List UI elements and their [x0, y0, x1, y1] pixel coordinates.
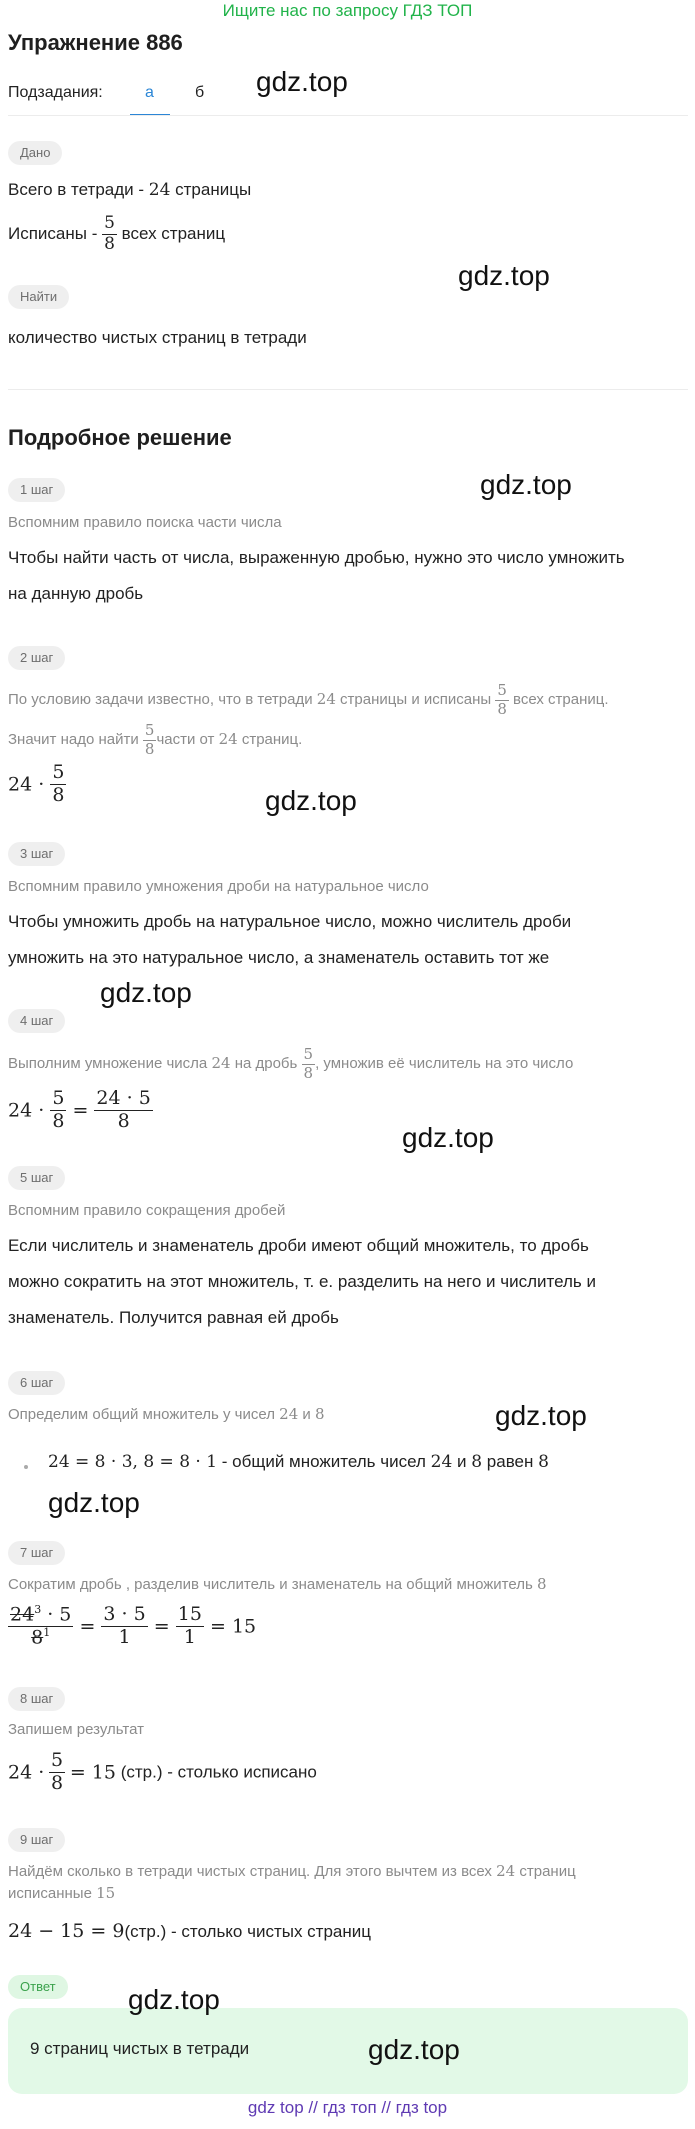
step-8-badge: 8 шаг	[8, 1687, 65, 1711]
divider	[8, 115, 688, 116]
find-badge: Найти	[8, 285, 69, 309]
watermark: gdz.top	[265, 785, 357, 816]
answer-badge: Ответ	[8, 1975, 68, 1999]
step-9-expression: 24 − 15 = 9(стр.) - столько чистых страниц	[8, 1920, 372, 1942]
step-2-expression: 24 · $\frac{5}{8}$	[8, 761, 65, 806]
step-4-badge: 4 шаг	[8, 1009, 65, 1033]
step-1-badge: 1 шаг	[8, 478, 65, 502]
step-2-badge: 2 шаг	[8, 646, 65, 670]
step-6-expression: 24 = 8 · 3, 8 = 8 · 1 - общий множитель чисел 24 и 8 равен 8	[48, 1452, 549, 1472]
given-line-2: Исписаны - $\frac{5}{8}$ всех страниц	[8, 213, 226, 254]
watermark: gdz.top	[100, 977, 192, 1008]
watermark: gdz.top	[402, 1122, 494, 1153]
tab-b[interactable]: б	[195, 84, 205, 101]
step-5-hint: Вспомним правило сокращения дробей	[8, 1202, 286, 1219]
step-5-line-2: можно сократить на этот множитель, т. е. разделить на него и числитель и	[8, 1272, 596, 1291]
step-3-badge: 3 шаг	[8, 842, 65, 866]
step-4-line: Выполним умножение числа 24 на дробь $\frac{5}{8}$ , умножив её числитель на это число	[8, 1045, 574, 1082]
given-line-1: Всего в тетради - 24 страницы	[8, 180, 252, 200]
fraction: $\frac{5}{8}$	[104, 213, 115, 254]
solution-title: Подробное решение	[8, 425, 232, 450]
watermark: gdz.top	[128, 1984, 220, 2015]
step-8-expression: 24 · $\frac{5}{8}$ = 15 (стр.) - столько исписано	[8, 1749, 317, 1794]
answer-text: 9 страниц чистых в тетради	[30, 2039, 250, 2058]
subtasks-label: Подзадания:	[8, 84, 103, 101]
step-3-line-1: Чтобы умножить дробь на натуральное число, можно числитель дроби	[8, 912, 572, 931]
find-text: количество чистых страниц в тетради	[8, 328, 307, 347]
watermark: gdz.top	[480, 469, 572, 500]
step-1-hint: Вспомним правило поиска части числа	[8, 514, 282, 531]
step-6-hint: Определим общий множитель у чисел 24 и 8	[8, 1405, 325, 1423]
step-5-line-3: знаменатель. Получится равная ей дробь	[8, 1308, 339, 1327]
step-9-badge: 9 шаг	[8, 1828, 65, 1852]
step-2-line-1: По условию задачи известно, что в тетради 24 страницы и исписаны $\frac{5}{8}$ всех страниц.	[8, 681, 609, 718]
step-4-expression: 24 · $\frac{5}{8}$ = $\frac{24 \cdot 5}{8}$	[8, 1087, 151, 1132]
step-7-hint: Сократим дробь , разделив числитель и знаменатель на общий множитель 8	[8, 1575, 547, 1593]
bullet	[24, 1465, 28, 1469]
footer-links[interactable]: gdz top // гдз топ // гдз top	[247, 2098, 448, 2117]
step-1-line-1: Чтобы найти часть от числа, выраженную дробью, нужно это число умножить	[8, 548, 625, 567]
step-2-line-2: Значит надо найти $\frac{5}{8}$ части от 24 страниц.	[8, 721, 303, 758]
tab-a[interactable]: а	[145, 84, 154, 101]
step-8-hint: Запишем результат	[8, 1721, 144, 1738]
step-3-line-2: умножить на это натуральное число, а знаменатель оставить тот же	[8, 948, 550, 967]
step-9-line-2: исписанные 15	[8, 1884, 116, 1902]
step-7-expression: $\frac{24^3 \cdot 5}{8^1}$ = $\frac{3 \cdot 5}{1}$ = $\frac{15}{1}$ = 15	[10, 1603, 257, 1649]
step-9-line-1: Найдём сколько в тетради чистых страниц. Для этого вычтем из всех 24 страниц	[8, 1862, 576, 1880]
watermark: gdz.top	[495, 1400, 587, 1431]
watermark: gdz.top	[458, 260, 550, 291]
step-5-badge: 5 шаг	[8, 1166, 65, 1190]
top-banner[interactable]: Ищите нас по запросу ГДЗ ТОП	[222, 1, 473, 20]
step-5-line-1: Если числитель и знаменатель дроби имеют общий множитель, то дробь	[8, 1236, 589, 1255]
step-6-badge: 6 шаг	[8, 1371, 65, 1395]
step-1-line-2: на данную дробь	[8, 584, 144, 603]
divider	[8, 389, 688, 390]
page-title: Упражнение 886	[8, 30, 183, 55]
watermark: gdz.top	[256, 66, 348, 97]
step-3-hint: Вспомним правило умножения дроби на натуральное число	[8, 878, 429, 895]
given-badge: Дано	[8, 141, 62, 165]
step-7-badge: 7 шаг	[8, 1541, 65, 1565]
watermark: gdz.top	[368, 2034, 460, 2065]
watermark: gdz.top	[48, 1487, 140, 1518]
